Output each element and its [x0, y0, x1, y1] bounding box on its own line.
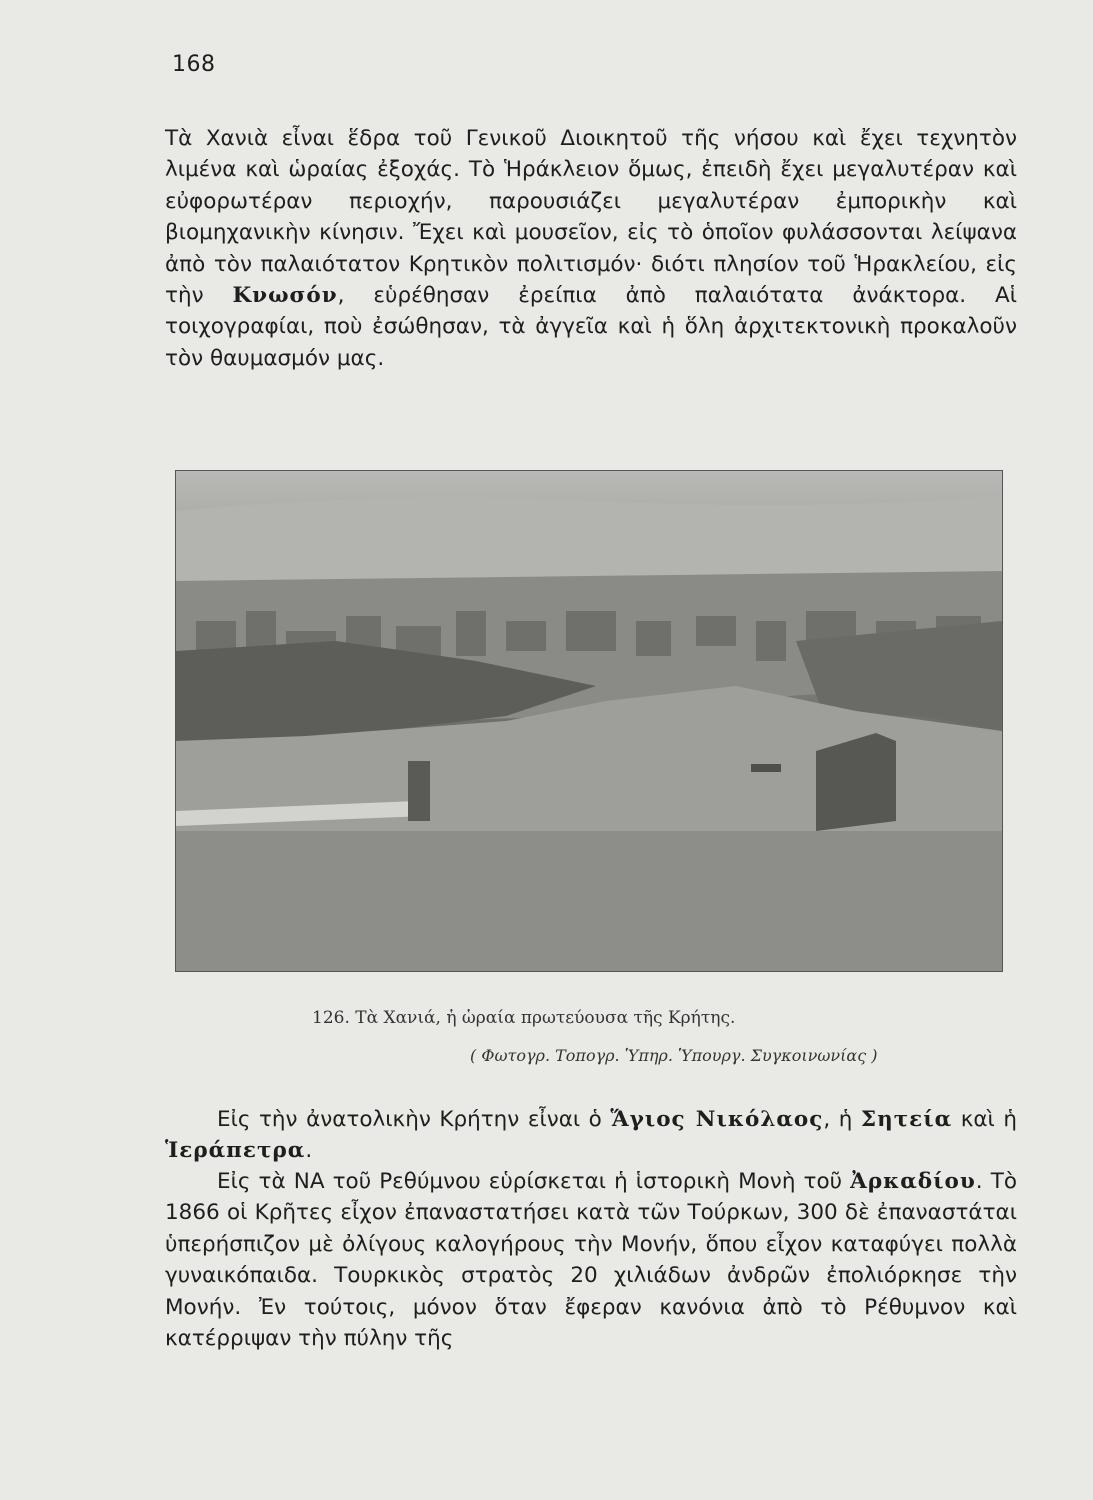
- paragraph-text: Τὰ Χανιὰ εἶναι ἕδρα τοῦ Γενικοῦ Διοικητοῦ τῆς νήσου καὶ ἔχει τεχνητὸν λιμένα καὶ ὡραίας ἐξοχάς. Τὸ Ἡράκλειον ὅμως, ἐπειδὴ ἔχει μεγαλυτέραν καὶ εὐφορωτέραν περιοχήν, παρουσιάζει μεγαλυτέραν ἐμπορικὴν καὶ βιομηχανικὴν κίνησιν. Ἔχει καὶ μουσεῖον, εἰς τὸ ὁποῖον φυλάσσονται λείψανα ἀπὸ τὸν παλαιότατον Κρητικὸν πολιτισμόν· διότι πλησίον τοῦ Ἡρακλείου, εἰς τὴν: [165, 126, 1017, 309]
- page-number: 168: [172, 52, 216, 77]
- bold-term-arkadiou: Ἀρκαδίου: [850, 1169, 976, 1194]
- paragraph-text: , ἡ: [823, 1107, 853, 1132]
- boat: [751, 764, 781, 772]
- paragraph-arkadi: [165, 1166, 1017, 1354]
- photo-caption: 126. Τὰ Χανιά, ἡ ὡραία πρωτεύουσα τῆς Κρήτης.: [312, 1008, 736, 1028]
- paragraph-text: , εὑρέθησαν ἐρείπια ἀπὸ παλαιότατα ἀνάκτορα. Αἱ τοιχογραφίαι, ποὺ ἐσώθησαν, τὰ ἀγγεῖα καὶ ἡ ὅλη ἀρχιτεκτονικὴ προκαλοῦν τὸν θαυμασμόν μας.: [165, 283, 1017, 371]
- fortress: [816, 733, 896, 831]
- paragraph-text: καὶ ἡ: [960, 1107, 1017, 1132]
- paragraph-text: Εἰς τὰ ΝΑ τοῦ Ρεθύμνου εὑρίσκεται ἡ ἱστορικὴ Μονὴ τοῦ: [217, 1169, 843, 1194]
- bold-term-ierapetra: Ἱεράπετρα: [165, 1138, 306, 1164]
- photo-credit: ( Φωτογρ. Τοπογρ. Ὑπηρ. Ὑπουργ. Συγκοινωνίας ): [470, 1046, 878, 1065]
- bold-term-agios-nikolaos: Ἅγιος Νικόλαος: [610, 1107, 824, 1132]
- paragraph-chania-heraklion: [165, 123, 1017, 374]
- harbor-photo-drawing: [176, 471, 1002, 971]
- bold-term-knossos: Κνωσόν: [232, 283, 338, 309]
- harbor-photograph: [175, 470, 1003, 972]
- paragraph-text: Εἰς τὴν ἀνατολικὴν Κρήτην εἶναι ὁ: [217, 1107, 602, 1132]
- paragraph-text: .: [305, 1138, 313, 1164]
- paragraph-east-crete: [165, 1104, 1017, 1167]
- open-sea: [176, 831, 1002, 971]
- paragraph-text: . Τὸ 1866 οἱ Κρῆτες εἶχον ἐπαναστατήσει κατὰ τῶν Τούρκων, 300 δὲ ἐπαναστάται ὑπερήσπιζον μὲ ὀλίγους καλογήρους τὴν Μονήν, ὅπου εἶχον καταφύγει πολλὰ γυναικόπαιδα. Τουρκικὸς στρατὸς 20 χιλιάδων ἀνδρῶν ἐπολιόρκησε τὴν Μονήν. Ἐν τούτοις, μόνον ὅταν ἔφεραν κανόνια ἀπὸ τὸ Ρέθυμνον καὶ κατέρριψαν τὴν πύλην τῆς: [165, 1169, 1017, 1352]
- lighthouse: [408, 761, 430, 821]
- bold-term-siteia: Σητεία: [860, 1107, 953, 1132]
